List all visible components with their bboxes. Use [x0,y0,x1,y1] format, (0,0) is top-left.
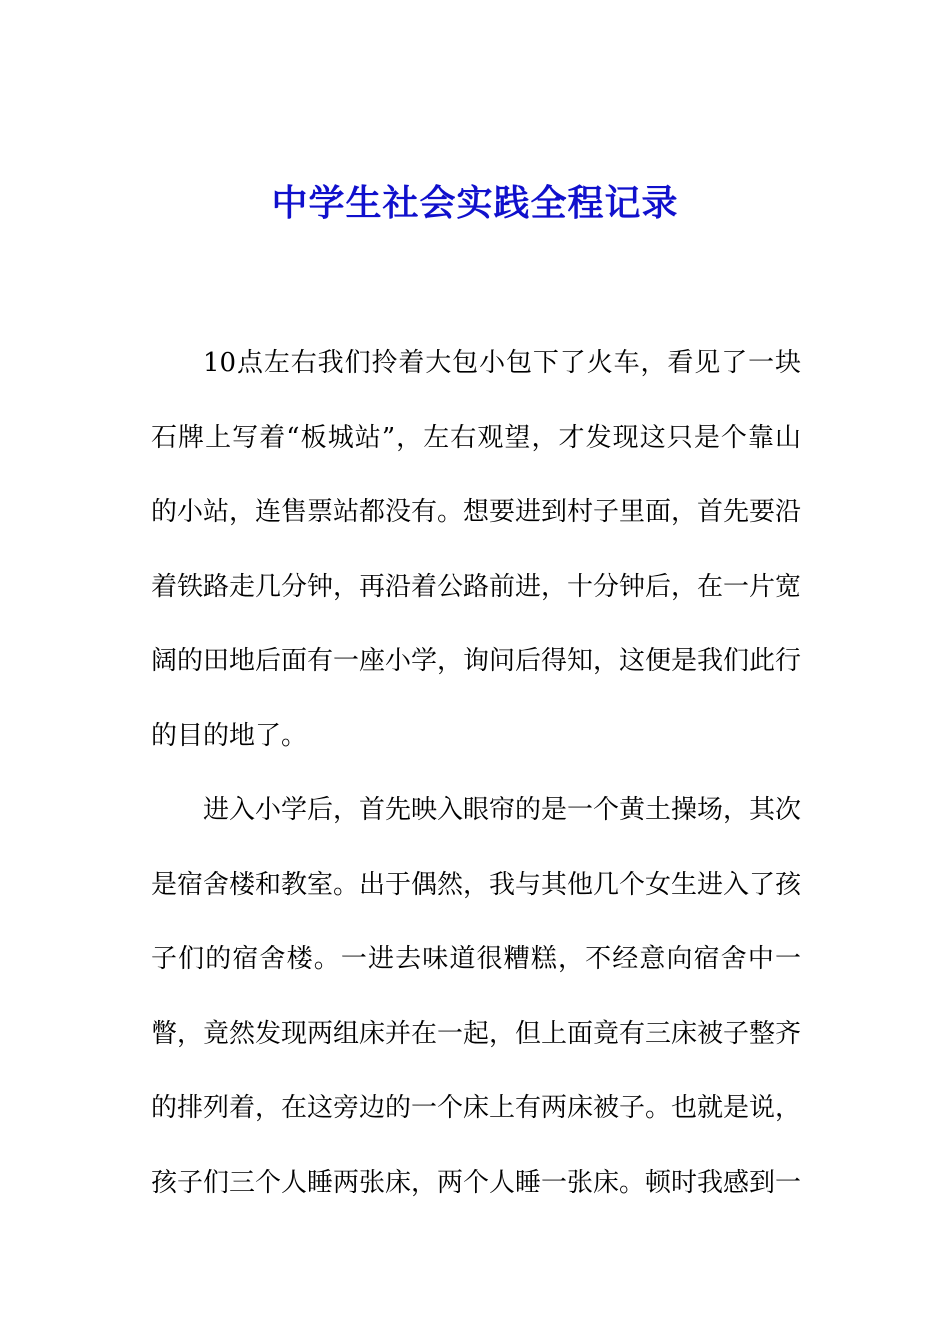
document-body [151,326,801,1220]
paragraph-2: 进入小学后，首先映入眼帘的是一个黄土操场，其次是宿舍楼和教室。出于偶然，我与其他几个女生进入了孩子们的宿舍楼。一进去味道很糟糕，不经意向宿舍中一瞥，竟然发现两组床并在一起，但上面竟有三床被子整齐的排列着，在这旁边的一个床上有两床被子。也就是说，孩子们三个人睡两张床，两个人睡一张床。顿时我感到一 [151,795,802,1198]
document-title: 中学生社会实践全程记录 [271,183,679,224]
paragraph-1: 10点左右我们拎着大包小包下了火车，看见了一块石牌上写着“板城站”，左右观望，才发现这只是个靠山的小站，连售票站都没有。想要进到村子里面，首先要沿着铁路走几分钟，再沿着公路前进，十分钟后，在一片宽阔的田地后面有一座小学，询问后得知，这便是我们此行的目的地了。 [151,348,802,751]
